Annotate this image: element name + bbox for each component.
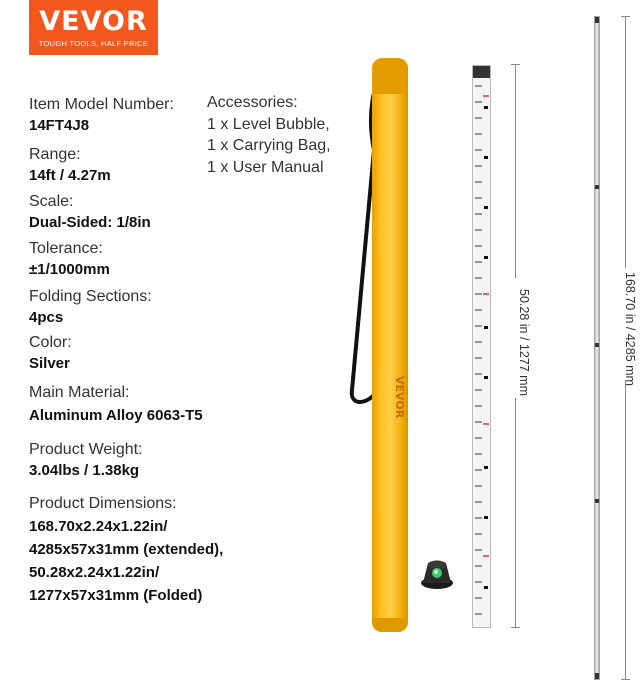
accessory-item: 1 x User Manual (207, 158, 324, 176)
level-bubble-icon (420, 556, 454, 590)
spec-label: Range: (29, 146, 81, 163)
accessories-title: Accessories: (207, 94, 298, 111)
bag-body (372, 58, 408, 632)
accessories-list (207, 92, 331, 178)
spec-label: Color: (29, 334, 72, 351)
spec-label: Item Model Number: (29, 96, 174, 113)
rod-scale-markings (473, 66, 490, 627)
spec-value: Aluminum Alloy 6063-T5 (29, 407, 203, 424)
bag-logo (393, 376, 448, 419)
bag-logo-text: VEVOR (393, 376, 406, 419)
spec-value: ±1/1000mm (29, 261, 110, 278)
spec-scale (29, 192, 151, 233)
leveling-rod-icon (472, 65, 491, 628)
spec-value: 168.70x2.24x1.22in/ (29, 518, 168, 535)
spec-label: Folding Sections: (29, 288, 152, 305)
spec-main-material (29, 383, 203, 426)
folded-dimension-tick-bottom (511, 627, 520, 628)
bag-top (373, 58, 407, 94)
vevor-logo (29, 0, 158, 55)
spec-label: Scale: (29, 193, 74, 210)
pole-joints (595, 17, 599, 679)
logo-wordmark: VEVOR (39, 6, 148, 37)
accessory-item: 1 x Level Bubble, (207, 115, 330, 133)
spec-label: Product Weight: (29, 441, 143, 458)
logo-tagline: TOUGH TOOLS, HALF PRICE (38, 39, 149, 48)
carrying-bag-icon (372, 58, 408, 632)
spec-label: Product Dimensions: (29, 495, 177, 512)
spec-range (29, 145, 111, 186)
spec-model-number (29, 95, 174, 136)
spec-value-line: 4285x57x31mm (extended), (29, 541, 224, 558)
extended-dimension-tick-top (621, 16, 630, 17)
spec-value: 14ft / 4.27m (29, 167, 111, 184)
spec-label: Tolerance: (29, 240, 103, 257)
folded-dimension-label: 50.28 in / 1277 mm (517, 289, 531, 397)
spec-value: 14FT4J8 (29, 117, 90, 134)
spec-value-line: 50.28x2.24x1.22in/ (29, 564, 160, 581)
spec-value: Dual-Sided: 1/8in (29, 214, 151, 231)
spec-folding-sections (29, 287, 152, 328)
spec-value: 4pcs (29, 309, 64, 326)
bag-bottom (372, 618, 408, 632)
extended-pole-icon (594, 16, 600, 680)
spec-value-line: 1277x57x31mm (Folded) (29, 587, 203, 604)
spec-label: Main Material: (29, 384, 130, 401)
accessory-item: 1 x Carrying Bag, (207, 137, 331, 154)
spec-value: Silver (29, 355, 70, 372)
extended-dimension-label: 168.70 in / 4285 mm (623, 272, 637, 386)
spec-product-dimensions (29, 494, 223, 607)
spec-product-weight (29, 440, 143, 481)
spec-tolerance (29, 239, 110, 280)
folded-dimension-tick-top (511, 64, 520, 65)
spec-color (29, 333, 72, 374)
spec-value: 3.04lbs / 1.38kg (29, 462, 140, 479)
extended-dimension-tick-bottom (621, 679, 630, 680)
